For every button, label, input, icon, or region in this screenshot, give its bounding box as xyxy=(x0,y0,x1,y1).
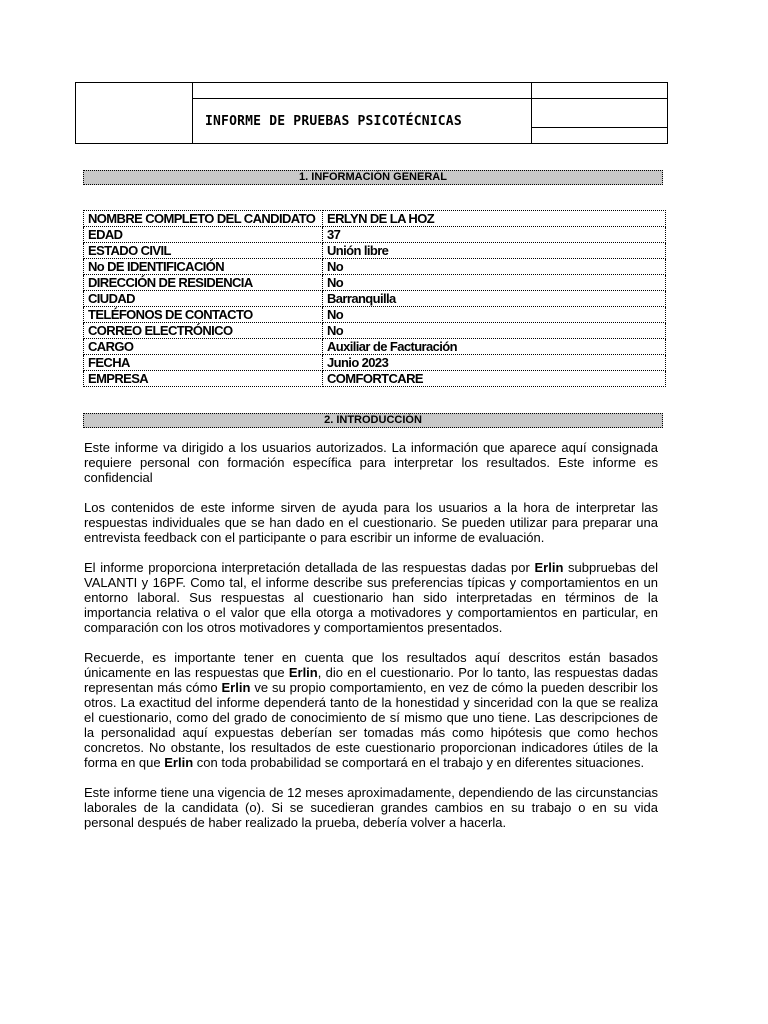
info-label: No DE IDENTIFICACIÓN xyxy=(84,259,323,275)
info-row xyxy=(84,259,666,275)
document-title: INFORME DE PRUEBAS PSICOTÉCNICAS xyxy=(205,114,462,129)
info-row xyxy=(84,275,666,291)
info-label: EDAD xyxy=(84,227,323,243)
info-row xyxy=(84,243,666,259)
info-row xyxy=(84,323,666,339)
candidate-name: Erlin xyxy=(534,560,564,575)
header-title-cell xyxy=(193,83,532,143)
candidate-name: Erlin xyxy=(164,755,194,770)
introduction-text xyxy=(84,440,658,845)
info-row xyxy=(84,307,666,323)
intro-paragraph-5: Este informe tiene una vigencia de 12 meses aproximadamente, dependiendo de las circunstancias laborales de la candidata (o). Si se sucedieran grandes cambios en su trabajo o en su vida personal después de haber realizado la prueba, debería volver a hacerla. xyxy=(84,785,658,830)
info-label: CORREO ELECTRÓNICO xyxy=(84,323,323,339)
candidate-name: Erlin xyxy=(221,680,251,695)
info-label: DIRECCIÓN DE RESIDENCIA xyxy=(84,275,323,291)
header-logo-cell xyxy=(76,83,193,143)
info-value: No xyxy=(323,323,666,339)
info-label: FECHA xyxy=(84,355,323,371)
section-general-info-heading: 1. INFORMACIÓN GENERAL xyxy=(83,170,663,185)
intro-paragraph-3: El informe proporciona interpretación detallada de las respuestas dadas por Erlin subpruebas del VALANTI y 16PF. Como tal, el informe describe sus preferencias típicas y comportamientos en un entorno laboral. Sus respuestas al cuestionario han sido interpretadas en términos de la importancia relativa o el valor que ella otorga a motivadores y comportamientos en particular, en comparación con los otros motivadores y comportamientos presentados. xyxy=(84,560,658,635)
info-value: Auxiliar de Facturación xyxy=(323,339,666,355)
info-value: 37 xyxy=(323,227,666,243)
info-value: No xyxy=(323,259,666,275)
info-value: No xyxy=(323,275,666,291)
info-row xyxy=(84,211,666,227)
info-value: No xyxy=(323,307,666,323)
section-introduction-heading: 2. INTRODUCCIÓN xyxy=(83,413,663,428)
info-row xyxy=(84,339,666,355)
info-label: ESTADO CIVIL xyxy=(84,243,323,259)
info-value: COMFORTCARE xyxy=(323,371,666,387)
intro-paragraph-1: Este informe va dirigido a los usuarios autorizados. La información que aparece aquí consignada requiere personal con formación específica para interpretar los resultados. Este informe es confidencial xyxy=(84,440,658,485)
info-row xyxy=(84,371,666,387)
document-header-table xyxy=(75,82,668,144)
info-label: NOMBRE COMPLETO DEL CANDIDATO xyxy=(84,211,323,227)
info-row xyxy=(84,291,666,307)
candidate-name: Erlin xyxy=(288,665,318,680)
info-value: Junio 2023 xyxy=(323,355,666,371)
intro-paragraph-2: Los contenidos de este informe sirven de ayuda para los usuarios a la hora de interpretar las respuestas individuales que se han dado en el cuestionario. Se pueden utilizar para preparar una entrevista feedback con el participante o para escribir un informe de evaluación. xyxy=(84,500,658,545)
info-value: Unión libre xyxy=(323,243,666,259)
info-label: EMPRESA xyxy=(84,371,323,387)
info-value: ERLYN DE LA HOZ xyxy=(323,211,666,227)
info-row xyxy=(84,355,666,371)
info-value: Barranquilla xyxy=(323,291,666,307)
info-label: CIUDAD xyxy=(84,291,323,307)
intro-paragraph-4: Recuerde, es importante tener en cuenta que los resultados aquí descritos están basados únicamente en las respuestas que Erlin, dio en el cuestionario. Por lo tanto, las respuestas dadas representan más cómo Erlin ve su propio comportamiento, en vez de cómo la pueden describir los otros. La exactitud del informe dependerá tanto de la honestidad y sinceridad con la que se realiza el cuestionario, como del grado de conocimiento de sí mismo que uno tiene. Las descripciones de la personalidad aquí expuestas deberían ser tomadas más como hipótesis que como hechos concretos. No obstante, los resultados de este cuestionario proporcionan indicadores útiles de la forma en que Erlin con toda probabilidad se comportará en el trabajo y en diferentes situaciones. xyxy=(84,650,659,770)
info-row xyxy=(84,227,666,243)
info-label: TELÉFONOS DE CONTACTO xyxy=(84,307,323,323)
info-label: CARGO xyxy=(84,339,323,355)
general-info-table xyxy=(83,210,666,387)
header-code-cell xyxy=(532,83,667,143)
